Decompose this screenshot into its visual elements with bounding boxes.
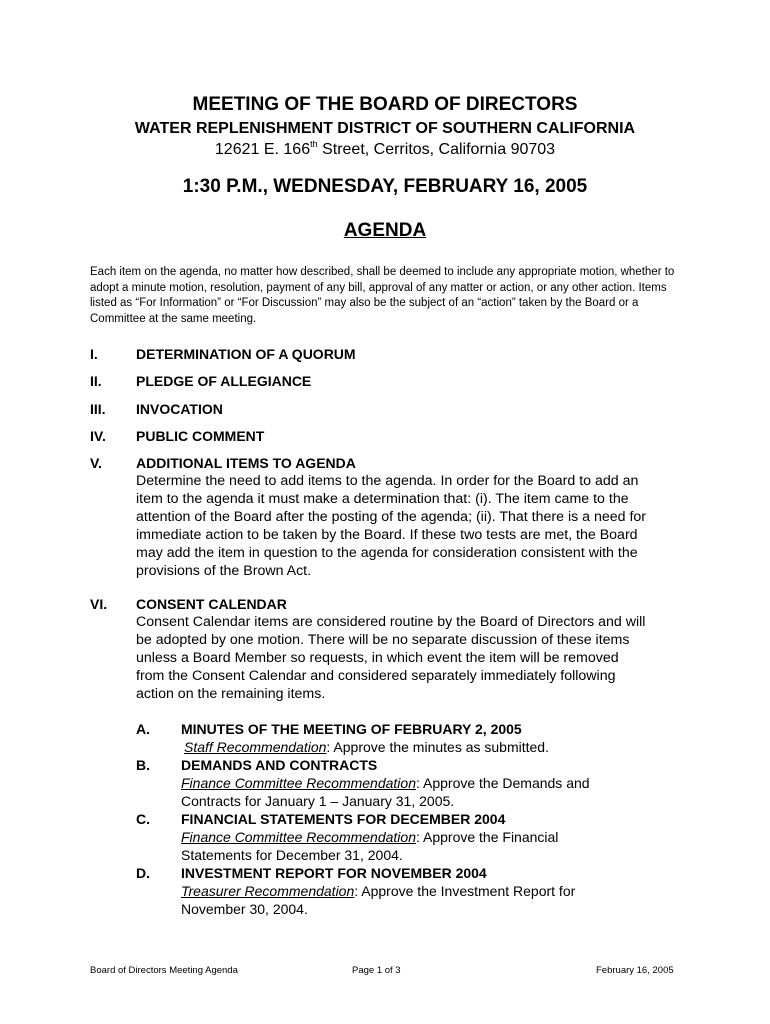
address-start: 12621 E. 166 bbox=[214, 141, 311, 158]
address-end: Street, Cerritos, California 90703 bbox=[317, 141, 556, 158]
body-line: may add the item in question to the agenda for consideration consistent with the bbox=[136, 545, 638, 562]
meeting-datetime: 1:30 P.M., WEDNESDAY, FEBRUARY 16, 2005 bbox=[182, 176, 588, 197]
recommendation-line bbox=[181, 828, 631, 846]
recommendation-line: November 30, 2004. bbox=[181, 901, 308, 917]
section-title-additional-items: ADDITIONAL ITEMS TO AGENDA bbox=[136, 455, 356, 471]
section-title-invocation: INVOCATION bbox=[136, 401, 223, 417]
item-letter: C. bbox=[136, 811, 150, 827]
section-number: I. bbox=[90, 346, 98, 362]
recommendation-text: : Approve the Investment Report for bbox=[354, 883, 576, 899]
body-line: provisions of the Brown Act. bbox=[136, 563, 312, 580]
footer-document-name: Board of Directors Meeting Agenda bbox=[90, 965, 238, 976]
section-title-public-comment: PUBLIC COMMENT bbox=[136, 428, 265, 444]
recommendation-source: Finance Committee Recommendation bbox=[181, 775, 416, 791]
item-recommendation bbox=[181, 882, 631, 918]
section-number: II. bbox=[90, 373, 102, 389]
address-ordinal: th bbox=[310, 139, 318, 149]
item-title-minutes: MINUTES OF THE MEETING OF FEBRUARY 2, 2005 bbox=[181, 721, 522, 737]
section-v-body bbox=[136, 472, 696, 581]
recommendation-source: Staff Recommendation bbox=[184, 739, 327, 755]
section-number: III. bbox=[90, 401, 106, 417]
section-number: IV. bbox=[90, 428, 106, 444]
item-letter: B. bbox=[136, 757, 150, 773]
body-line: from the Consent Calendar and considered separately immediately following bbox=[136, 668, 616, 685]
body-line: immediate action to be taken by the Board. If these two tests are met, the Board bbox=[136, 527, 638, 544]
item-letter: D. bbox=[136, 865, 150, 881]
item-title-investment-report: INVESTMENT REPORT FOR NOVEMBER 2004 bbox=[181, 865, 487, 881]
address bbox=[0, 140, 770, 160]
meeting-title: MEETING OF THE BOARD OF DIRECTORS bbox=[192, 94, 578, 115]
footer-date: February 16, 2005 bbox=[596, 965, 674, 976]
recommendation-line: Contracts for January 1 – January 31, 2005. bbox=[181, 793, 455, 809]
body-line: be adopted by one motion. There will be no separate discussion of these items bbox=[136, 632, 630, 649]
section-title-consent-calendar: CONSENT CALENDAR bbox=[136, 596, 287, 612]
recommendation-source: Treasurer Recommendation bbox=[181, 883, 355, 899]
body-line: Consent Calendar items are considered routine by the Board of Directors and will bbox=[136, 614, 646, 630]
item-recommendation bbox=[181, 774, 631, 810]
recommendation-text: : Approve the Demands and bbox=[416, 775, 590, 791]
body-line: item to the agenda it must make a determination that: (i). The item came to the bbox=[136, 491, 629, 508]
intro-paragraph: Each item on the agenda, no matter how described, shall be deemed to include any appropriate motion, whether to adopt a minute motion, resolution, payment of any bill, approval of any matter or action, or any other action. Items listed as “For Information” or “For Discussion” may also be the subject of an “action” taken by the Board or a Committee at the same meeting. bbox=[90, 266, 675, 326]
recommendation-text: : Approve the Financial bbox=[416, 829, 559, 845]
body-line: action on the remaining items. bbox=[136, 686, 326, 703]
recommendation-line: Statements for December 31, 2004. bbox=[181, 847, 403, 863]
recommendation-line bbox=[181, 882, 631, 900]
recommendation-line bbox=[181, 774, 631, 792]
section-number: VI. bbox=[90, 596, 108, 612]
recommendation-source: Finance Committee Recommendation bbox=[181, 829, 416, 845]
item-title-demands: DEMANDS AND CONTRACTS bbox=[181, 757, 378, 773]
body-line: Determine the need to add items to the agenda. In order for the Board to add an bbox=[136, 473, 639, 489]
item-recommendation bbox=[181, 828, 631, 864]
item-title-financial-statements: FINANCIAL STATEMENTS FOR DECEMBER 2004 bbox=[181, 811, 506, 827]
section-title-quorum: DETERMINATION OF A QUORUM bbox=[136, 346, 356, 362]
body-line: unless a Board Member so requests, in which event the item will be removed bbox=[136, 650, 619, 667]
footer-page-number: Page 1 of 3 bbox=[352, 965, 401, 976]
section-number: V. bbox=[90, 455, 102, 471]
item-recommendation bbox=[184, 738, 634, 756]
item-letter: A. bbox=[136, 721, 150, 737]
recommendation-text: : Approve the minutes as submitted. bbox=[326, 739, 549, 755]
body-line: attention of the Board after the posting of the agenda; (ii). That there is a need for bbox=[136, 509, 647, 526]
section-title-pledge: PLEDGE OF ALLEGIANCE bbox=[136, 373, 312, 389]
agenda-heading: AGENDA bbox=[343, 220, 427, 241]
section-vi-body bbox=[136, 613, 696, 703]
organization-name: WATER REPLENISHMENT DISTRICT OF SOUTHERN CALIFORNIA bbox=[134, 120, 636, 137]
